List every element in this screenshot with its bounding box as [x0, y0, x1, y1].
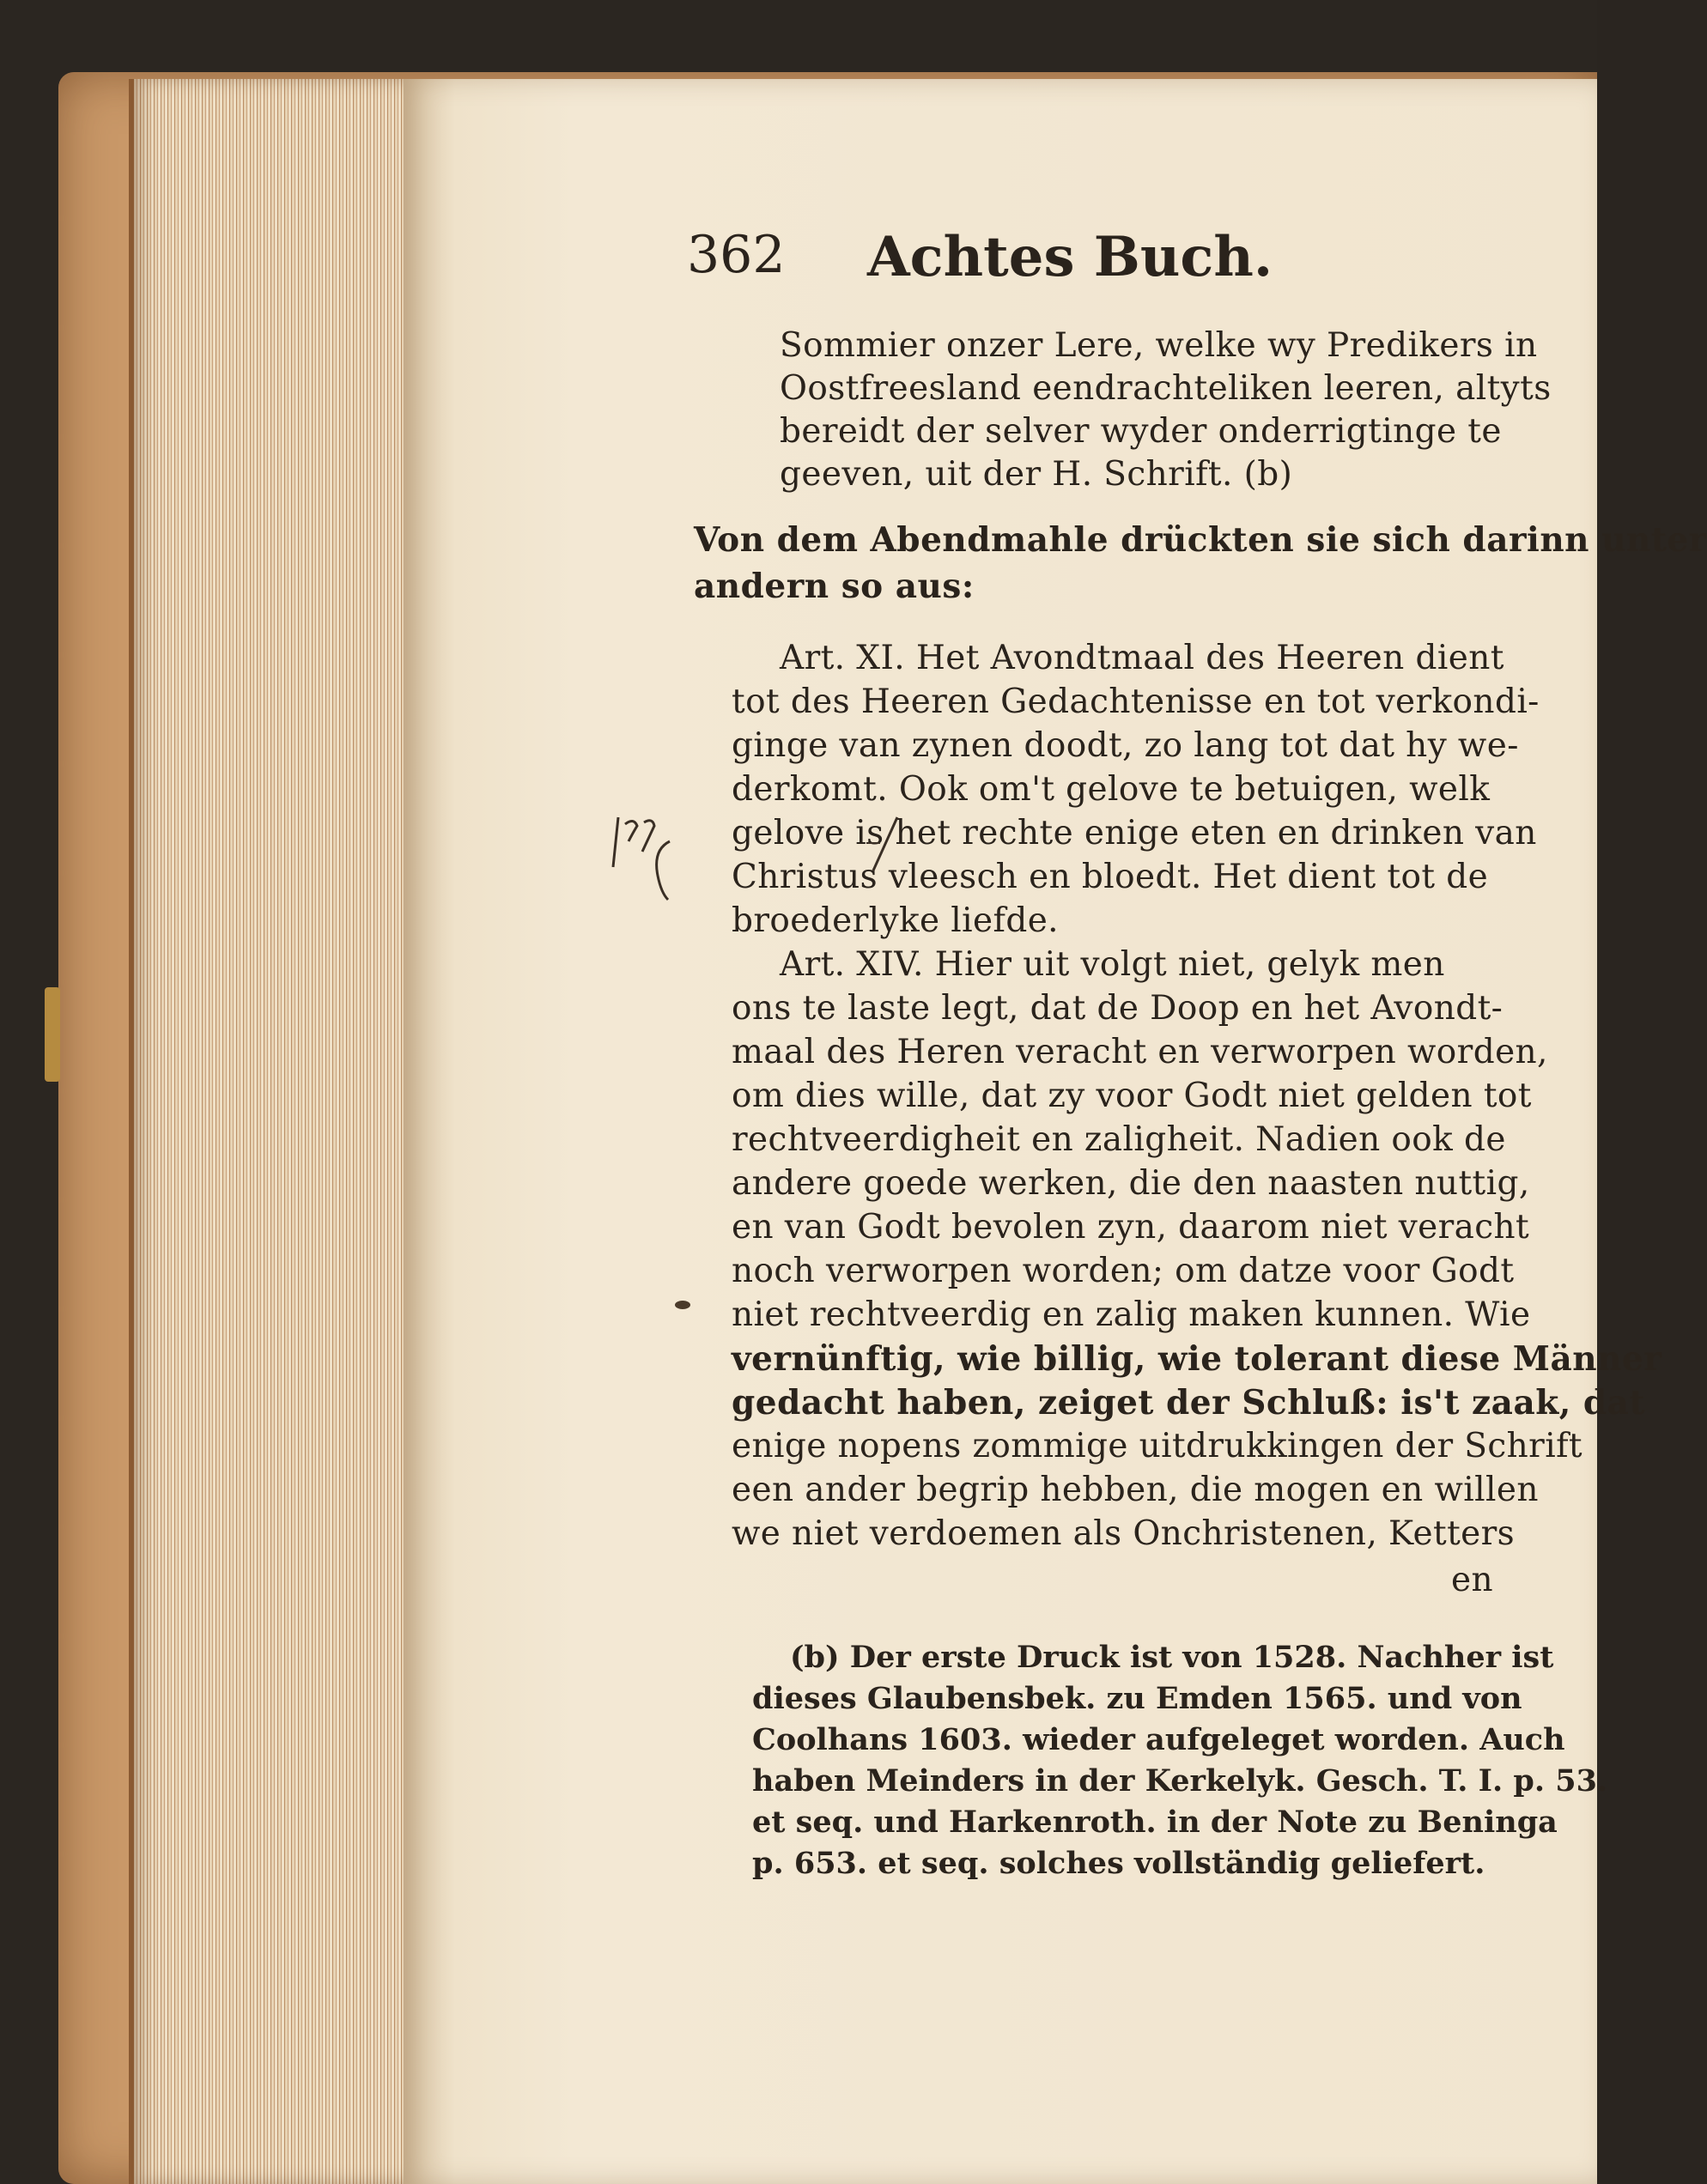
catchword: en [1451, 1561, 1493, 1599]
art14-line: rechtveerdigheit en zaligheit. Nadien ook de [732, 1120, 1506, 1159]
ink-blot [670, 1288, 696, 1322]
art14-line: niet rechtveerdig en zalig maken kunnen. Wie [732, 1295, 1531, 1334]
intro-line: andern so aus: [694, 567, 975, 606]
art11-line: gelove is het rechte enige eten en drinken van [732, 814, 1537, 852]
art11-line: derkomt. Ook om't gelove te betuigen, welk [732, 770, 1491, 809]
art11-line: tot des Heeren Gedachtenisse en tot verkondi- [732, 682, 1540, 721]
footnote-line: et seq. und Harkenroth. in der Note zu Beninga [752, 1805, 1558, 1840]
quote-line: Oostfreesland eendrachteliken leeren, altyts [780, 369, 1552, 408]
art14-line: andere goede werken, die den naasten nuttig, [732, 1164, 1530, 1203]
art14-line: we niet verdoemen als Onchristenen, Ketters [732, 1514, 1516, 1553]
quote-line: bereidt der selver wyder onderrigtinge te [780, 412, 1502, 451]
art11-line: Art. XI. Het Avondtmaal des Heeren dient [780, 639, 1504, 677]
bookmark-tab [45, 987, 60, 1082]
quote-line: geeven, uit der H. Schrift. (b) [780, 455, 1293, 494]
art14-line: en van Godt bevolen zyn, daarom niet veracht [732, 1208, 1530, 1247]
page-title: Achtes Buch. [867, 225, 1273, 289]
intro-line: Von dem Abendmahle drückten sie sich darinn unter [694, 520, 1707, 560]
quote-line: Sommier onzer Lere, welke wy Predikers in [780, 326, 1538, 365]
art14-line: om dies wille, dat zy voor Godt niet gelden tot [732, 1077, 1532, 1115]
art14-line: een ander begrip hebben, die mogen en willen [732, 1471, 1539, 1509]
art14-line: noch verworpen worden; om datze voor Godt [732, 1252, 1515, 1290]
art11-line: ginge van zynen doodt, zo lang tot dat hy we- [732, 726, 1519, 765]
handwritten-slash-mark [863, 814, 906, 874]
art11-line: broederlyke liefde. [732, 901, 1059, 940]
art14-line: vernünftig, wie billig, wie tolerant diese Männer [732, 1339, 1662, 1379]
footnote-line: Coolhans 1603. wieder aufgeleget worden. Auch [752, 1722, 1565, 1757]
handwritten-margin-mark [601, 807, 713, 910]
page-edges [129, 79, 417, 2184]
art14-line: enige nopens zommige uitdrukkingen der Schrift [732, 1427, 1582, 1465]
footnote-line: (b) Der erste Druck ist von 1528. Nachher ist [790, 1640, 1554, 1675]
art14-line: gedacht haben, zeiget der Schluß: is't zaak, dat [732, 1383, 1645, 1423]
art14-line: ons te laste legt, dat de Doop en het Avondt- [732, 989, 1503, 1028]
art11-line: Christus vleesch en bloedt. Het dient tot de [732, 858, 1489, 896]
footnote-line: p. 653. et seq. solches vollständig geliefert. [752, 1846, 1485, 1881]
footnote-line: dieses Glaubensbek. zu Emden 1565. und von [752, 1681, 1522, 1716]
page-number: 362 [687, 225, 786, 285]
art14-line: Art. XIV. Hier uit volgt niet, gelyk men [780, 945, 1445, 984]
art14-line: maal des Heren veracht en verworpen worden, [732, 1033, 1548, 1071]
footnote-line: haben Meinders in der Kerkelyk. Gesch. T. I. p. 53. [752, 1763, 1608, 1799]
